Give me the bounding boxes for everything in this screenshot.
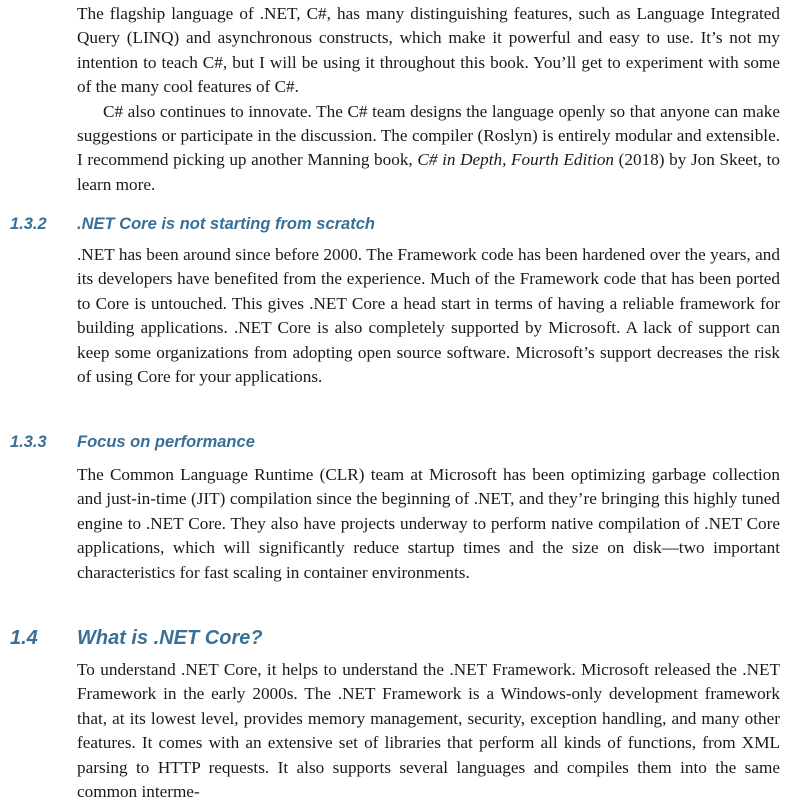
intro-paragraph-2-end: (2018) by Jon Skeet, to learn more. <box>77 150 780 194</box>
intro-paragraph-2-start: C# also continues to innovate. The C# team designs the language openly so that anyone can make suggestions or participate in the discussion. The compiler (Roslyn) is entirely modular and extensible. I recommend picking up another Manning book, <box>77 101 780 170</box>
intro-paragraph-2 <box>77 100 780 198</box>
section-1-4-paragraph: To understand .NET Core, it helps to understand the .NET Framework. Microsoft released the .NET Framework in the early 2000s. The .NET Framework is a Windows-only development framework that, at its lowest level, provides memory management, security, exception handling, and many other features. It comes with an extensive set of libraries that perform all kinds of functions, from XML parsing to HTTP requests. It also supports several languages and compiles them into the same common interme- <box>77 660 780 802</box>
section-1-4-text <box>77 658 780 804</box>
section-number: 1.3.2 <box>10 215 47 233</box>
book-title-reference: C# in Depth, Fourth Edition <box>417 150 615 170</box>
section-number: 1.4 <box>10 627 38 649</box>
section-number: 1.3.3 <box>10 433 47 451</box>
intro-text <box>77 2 780 197</box>
section-1-3-3-paragraph: The Common Language Runtime (CLR) team at Microsoft has been optimizing garbage collection and just-in-time (JIT) compilation since the beginning of .NET, and they’re bringing this highly tuned engine to .NET Core. They also have projects underway to perform native compilation of .NET Core applications, which will significantly reduce startup times and the size on disk—two important characteristics for fast scaling in container environments. <box>77 465 780 582</box>
section-title: What is .NET Core? <box>77 627 263 649</box>
section-title: Focus on performance <box>77 433 255 451</box>
section-title: .NET Core is not starting from scratch <box>77 215 375 233</box>
section-1-3-3-text <box>77 463 780 585</box>
section-1-3-2-text <box>77 243 780 389</box>
intro-paragraph-1: The flagship language of .NET, C#, has many distinguishing features, such as Language Integrated Query (LINQ) and asynchronous constructs, which make it powerful and easy to use. It’s not my intention to teach C#, but I will be using it throughout this book. You’ll get to experiment with some of the many cool features of C#. <box>77 4 780 97</box>
section-1-3-2-paragraph: .NET has been around since before 2000. The Framework code has been hardened over the years, and its developers have benefited from the experience. Much of the Framework code that has been ported to Core is untouched. This gives .NET Core a head start in terms of having a reliable framework for building applications. .NET Core is also completely supported by Microsoft. A lack of support can keep some organizations from adopting open source software. Microsoft’s support decreases the risk of using Core for your applications. <box>77 245 780 387</box>
